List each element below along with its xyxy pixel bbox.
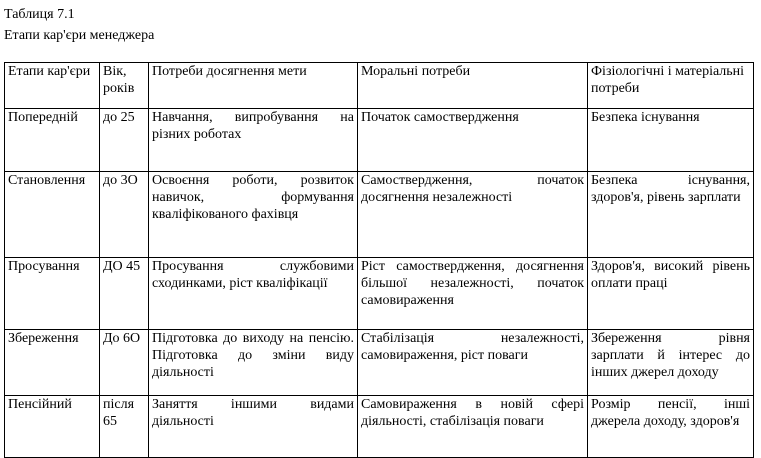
cell-physiological-needs: Збереження рівня зарплати й інтерес до інших джерел доходу bbox=[588, 330, 754, 396]
cell-age: До 6О bbox=[100, 330, 149, 396]
cell-goal-needs: Освоєння роботи, розвиток навичок, формування кваліфікованого фахівця bbox=[149, 172, 358, 258]
cell-goal-needs: Заняття іншими видами діяльності bbox=[149, 396, 358, 458]
cell-stage: Просування bbox=[5, 258, 100, 330]
table-row bbox=[5, 258, 754, 330]
table-row bbox=[5, 172, 754, 258]
header-moral-needs: Моральні потреби bbox=[358, 63, 588, 109]
cell-moral-needs: Самоствердження, початок досягнення незалежності bbox=[358, 172, 588, 258]
header-goal-needs: Потреби досягнення мети bbox=[149, 63, 358, 109]
cell-age: ДО 45 bbox=[100, 258, 149, 330]
cell-moral-needs: Ріст самоствердження, досягнення більшої незалежності, початок самовираження bbox=[358, 258, 588, 330]
cell-age: до 25 bbox=[100, 109, 149, 172]
header-stage: Етапи кар'єри bbox=[5, 63, 100, 109]
cell-age: до 3О bbox=[100, 172, 149, 258]
table-row bbox=[5, 396, 754, 458]
cell-stage: Збереження bbox=[5, 330, 100, 396]
cell-moral-needs: Стабілізація незалежності, самовираження, ріст поваги bbox=[358, 330, 588, 396]
table-row bbox=[5, 109, 754, 172]
table-title: Етапи кар'єри менеджера bbox=[4, 28, 155, 43]
table-row bbox=[5, 330, 754, 396]
header-age: Вік, років bbox=[100, 63, 149, 109]
cell-stage: Попередній bbox=[5, 109, 100, 172]
header-physiological-text: Фізіологічні і матеріальні потреби bbox=[591, 64, 745, 96]
cell-physiological-needs: Розмір пенсії, інші джерела доходу, здоров'я bbox=[588, 396, 754, 458]
cell-goal-needs: Підготовка до виходу на пенсію. Підготовка до зміни виду діяльності bbox=[149, 330, 358, 396]
cell-goal-needs: Просування службовими сходинками, ріст кваліфікації bbox=[149, 258, 358, 330]
header-physiological-needs bbox=[588, 63, 754, 109]
cell-goal-needs: Навчання, випробування на різних роботах bbox=[149, 109, 358, 172]
cell-physiological-needs: Безпека існування, здоров'я, рівень зарплати bbox=[588, 172, 754, 258]
career-stages-table bbox=[4, 62, 754, 458]
cell-moral-needs: Самовираження в новій сфері діяльності, стабілізація поваги bbox=[358, 396, 588, 458]
table-number: Таблиця 7.1 bbox=[4, 7, 75, 22]
cell-age: після 65 bbox=[100, 396, 149, 458]
cell-stage: Пенсійний bbox=[5, 396, 100, 458]
cell-moral-needs: Початок самоствердження bbox=[358, 109, 588, 172]
cell-stage: Становлення bbox=[5, 172, 100, 258]
cell-physiological-needs: Безпека існування bbox=[588, 109, 754, 172]
cell-physiological-needs: Здоров'я, високий рівень оплати праці bbox=[588, 258, 754, 330]
table-header-row bbox=[5, 63, 754, 109]
